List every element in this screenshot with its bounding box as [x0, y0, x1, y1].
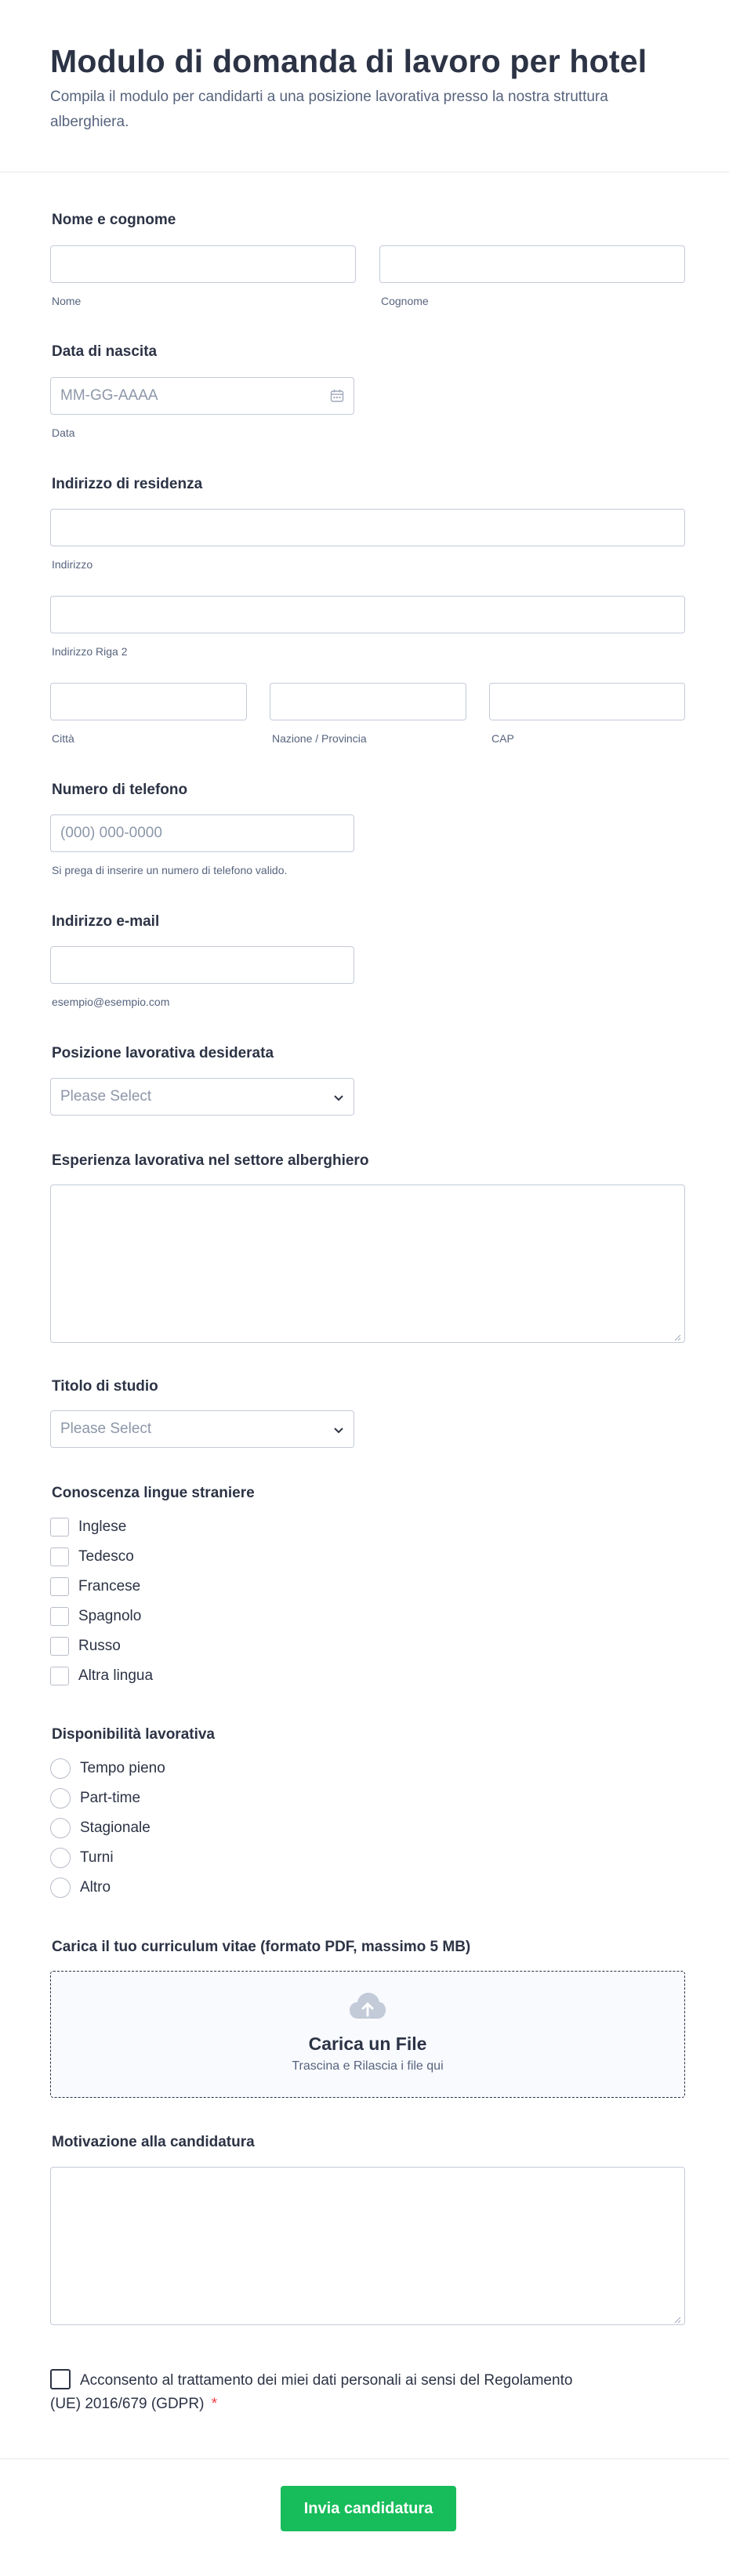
city-sublabel: Città [52, 732, 74, 745]
resize-handle-icon[interactable] [673, 1331, 681, 1339]
consent-text [50, 2369, 583, 2416]
option-label: Turni [80, 1849, 114, 1866]
form-subtitle: Compila il modulo per candidarti a una posizione lavorativa presso la nostra struttura alberghiera. [50, 89, 608, 130]
cv-upload-dropzone[interactable] [50, 1971, 685, 2098]
option-label: Stagionale [80, 1820, 151, 1836]
radio[interactable] [50, 1788, 71, 1809]
required-asterisk: * [211, 2396, 218, 2412]
language-option[interactable] [50, 1547, 134, 1567]
option-label: Part-time [80, 1790, 141, 1806]
form-title: Modulo di domanda di lavoro per hotel [50, 43, 647, 79]
radio[interactable] [50, 1878, 71, 1898]
availability-option[interactable] [50, 1788, 140, 1809]
motivation-label: Motivazione alla candidatura [52, 2134, 255, 2150]
education-selected: Please Select [60, 1420, 152, 1437]
address-line2-sublabel: Indirizzo Riga 2 [52, 645, 128, 658]
submit-button[interactable]: Invia candidatura [281, 2486, 456, 2531]
availability-option[interactable] [50, 1818, 151, 1838]
address-line2-input[interactable] [50, 596, 685, 633]
last-name-input[interactable] [379, 245, 685, 283]
email-sublabel: esempio@esempio.com [52, 996, 170, 1008]
consent-label: Acconsento al trattamento dei miei dati personali ai sensi del Regolamento (UE) 2016/679 (GDPR) [50, 2372, 573, 2412]
phone-sublabel: Si prega di inserire un numero di telefono valido. [52, 864, 288, 876]
language-option[interactable] [50, 1606, 141, 1627]
checkbox[interactable] [50, 1577, 69, 1596]
availability-option[interactable] [50, 1878, 111, 1898]
email-input[interactable] [50, 946, 354, 984]
address-label: Indirizzo di residenza [52, 476, 203, 492]
phone-input[interactable] [50, 815, 354, 852]
state-input[interactable] [270, 683, 466, 720]
cv-upload-label: Carica il tuo curriculum vitae (formato PDF, massimo 5 MB) [52, 1939, 471, 1955]
email-label: Indirizzo e-mail [52, 913, 160, 930]
checkbox[interactable] [50, 1607, 69, 1626]
checkbox[interactable] [50, 1518, 69, 1537]
birth-date-label: Data di nascita [52, 343, 158, 360]
radio[interactable] [50, 1818, 71, 1838]
language-option[interactable] [50, 1636, 121, 1656]
education-label: Titolo di studio [52, 1378, 158, 1395]
state-sublabel: Nazione / Provincia [272, 732, 367, 745]
language-option[interactable] [50, 1517, 126, 1537]
availability-option[interactable] [50, 1848, 114, 1868]
option-label: Tempo pieno [80, 1760, 165, 1776]
position-label: Posizione lavorativa desiderata [52, 1045, 274, 1061]
chevron-down-icon [333, 1092, 344, 1106]
checkbox[interactable] [50, 1667, 69, 1685]
option-label: Spagnolo [78, 1608, 142, 1624]
phone-label: Numero di telefono [52, 782, 188, 798]
last-name-sublabel: Cognome [381, 295, 429, 307]
education-select[interactable] [50, 1410, 354, 1448]
radio[interactable] [50, 1758, 71, 1779]
option-label: Francese [78, 1578, 141, 1595]
zip-input[interactable] [489, 683, 685, 720]
calendar-icon[interactable] [330, 389, 344, 407]
form-header [0, 0, 729, 172]
phone-placeholder: (000) 000-0000 [60, 825, 162, 841]
birth-date-placeholder: MM-GG-AAAA [60, 387, 158, 404]
option-label: Altra lingua [78, 1667, 154, 1684]
footer-divider [0, 2458, 729, 2459]
chevron-down-icon [333, 1424, 344, 1439]
position-select[interactable] [50, 1078, 354, 1116]
address-line1-input[interactable] [50, 509, 685, 546]
resize-handle-icon[interactable] [673, 2313, 681, 2321]
radio[interactable] [50, 1848, 71, 1868]
experience-textarea[interactable] [50, 1185, 685, 1343]
address-line1-sublabel: Indirizzo [52, 558, 93, 571]
availability-option[interactable] [50, 1758, 165, 1779]
birth-date-input[interactable] [50, 377, 354, 415]
option-label: Altro [80, 1879, 111, 1896]
cloud-upload-icon [348, 1992, 387, 2024]
option-label: Inglese [78, 1518, 127, 1535]
language-option[interactable] [50, 1576, 140, 1597]
city-input[interactable] [50, 683, 247, 720]
upload-title: Carica un File [308, 2034, 427, 2054]
upload-hint: Trascina e Rilascia i file qui [292, 2059, 444, 2073]
position-selected: Please Select [60, 1088, 152, 1105]
zip-sublabel: CAP [491, 732, 514, 745]
full-name-label: Nome e cognome [52, 212, 176, 228]
language-option[interactable] [50, 1666, 153, 1686]
first-name-input[interactable] [50, 245, 356, 283]
option-label: Russo [78, 1638, 121, 1654]
first-name-sublabel: Nome [52, 295, 82, 307]
checkbox[interactable] [50, 1637, 69, 1656]
motivation-textarea[interactable] [50, 2167, 685, 2325]
checkbox[interactable] [50, 1547, 69, 1566]
availability-label: Disponibilità lavorativa [52, 1726, 215, 1743]
languages-label: Conoscenza lingue straniere [52, 1485, 255, 1501]
experience-label: Esperienza lavorativa nel settore alberghiero [52, 1152, 369, 1169]
birth-date-sublabel: Data [52, 426, 75, 439]
option-label: Tedesco [78, 1548, 134, 1565]
